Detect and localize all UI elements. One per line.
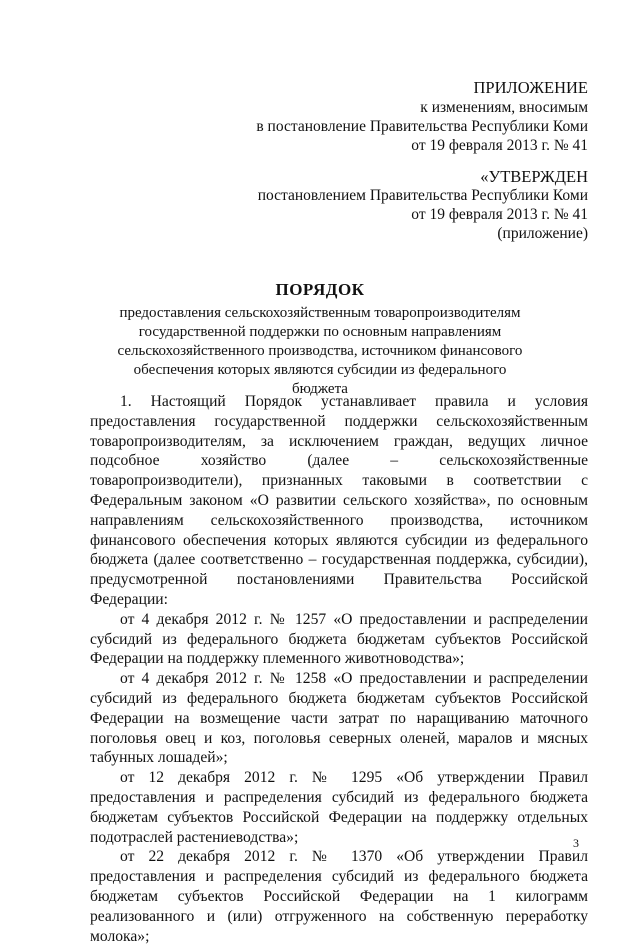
appendix-header <box>256 78 588 155</box>
page-number: 3 <box>573 836 579 850</box>
approval-header <box>258 167 588 243</box>
list-item: от 4 декабря 2012 г. № 1257 «О предоставлении и распределении субсидий из федерального бюджета бюджетам субъектов Российской Федерации на поддержку племенного животноводства»; <box>90 610 588 668</box>
list-item: от 12 декабря 2012 г. № 1295 «Об утверждении Правил предоставления и распределения субсидий из федерального бюджета бюджетам субъектов Российской Федерации на поддержку отдельных подотраслей растениеводства»; <box>90 769 588 846</box>
appendix-line: от 19 февраля 2013 г. № 41 <box>411 137 588 154</box>
subtitle-line: государственной поддержки по основным направлениям <box>138 324 502 340</box>
approval-line: от 19 февраля 2013 г. № 41 <box>411 206 588 223</box>
appendix-line: к изменениям, вносимым <box>420 99 588 116</box>
document-subtitle <box>110 304 530 399</box>
subtitle-line: предоставления сельскохозяйственным товаропроизводителям <box>119 305 521 321</box>
paragraph: 1. Настоящий Порядок устанавливает правила и условия предоставления государственной поддержки сельскохозяйственным товаропроизводителям, за исключением граждан, ведущих личное подсобное хозяйство (далее – сельскохозяйственные товаропроизводители), признанных таковыми в соответствии с Федеральным законом «О развитии сельского хозяйства», по основным направлениям сельскохозяйственного производства, источником финансового обеспечения которых являются субсидии из федерального бюджета (далее соответственно – государственная поддержка, субсидии), предусмотренной постановлениями Правительства Российской Федерации: <box>90 393 588 608</box>
approval-title: «УТВЕРЖДЕН <box>480 167 588 186</box>
approval-line: (приложение) <box>497 225 588 242</box>
subtitle-line: сельскохозяйственного производства, источником финансового <box>117 343 523 359</box>
document-title: ПОРЯДОК <box>275 280 365 299</box>
document-body <box>90 392 588 946</box>
list-item: от 22 декабря 2012 г. № 1370 «Об утверждении Правил предоставления и распределения субсидий из федерального бюджета бюджетам субъектов Российской Федерации на 1 килограмм реализованного и (или) отгруженного на собственную переработку молока»; <box>90 848 588 945</box>
appendix-title: ПРИЛОЖЕНИЕ <box>473 78 588 97</box>
subtitle-line: обеспечения которых являются субсидии из федерального бюджета <box>133 362 507 397</box>
approval-line: постановлением Правительства Республики Коми <box>257 187 588 204</box>
list-item: от 4 декабря 2012 г. № 1258 «О предоставлении и распределении субсидий из федерального бюджета бюджетам субъектов Российской Федерации на возмещение части затрат по наращиванию маточного поголовья овец и коз, поголовья северных оленей, маралов и мясных табунных лошадей»; <box>90 670 588 767</box>
appendix-line: в постановление Правительства Республики Коми <box>256 118 588 135</box>
